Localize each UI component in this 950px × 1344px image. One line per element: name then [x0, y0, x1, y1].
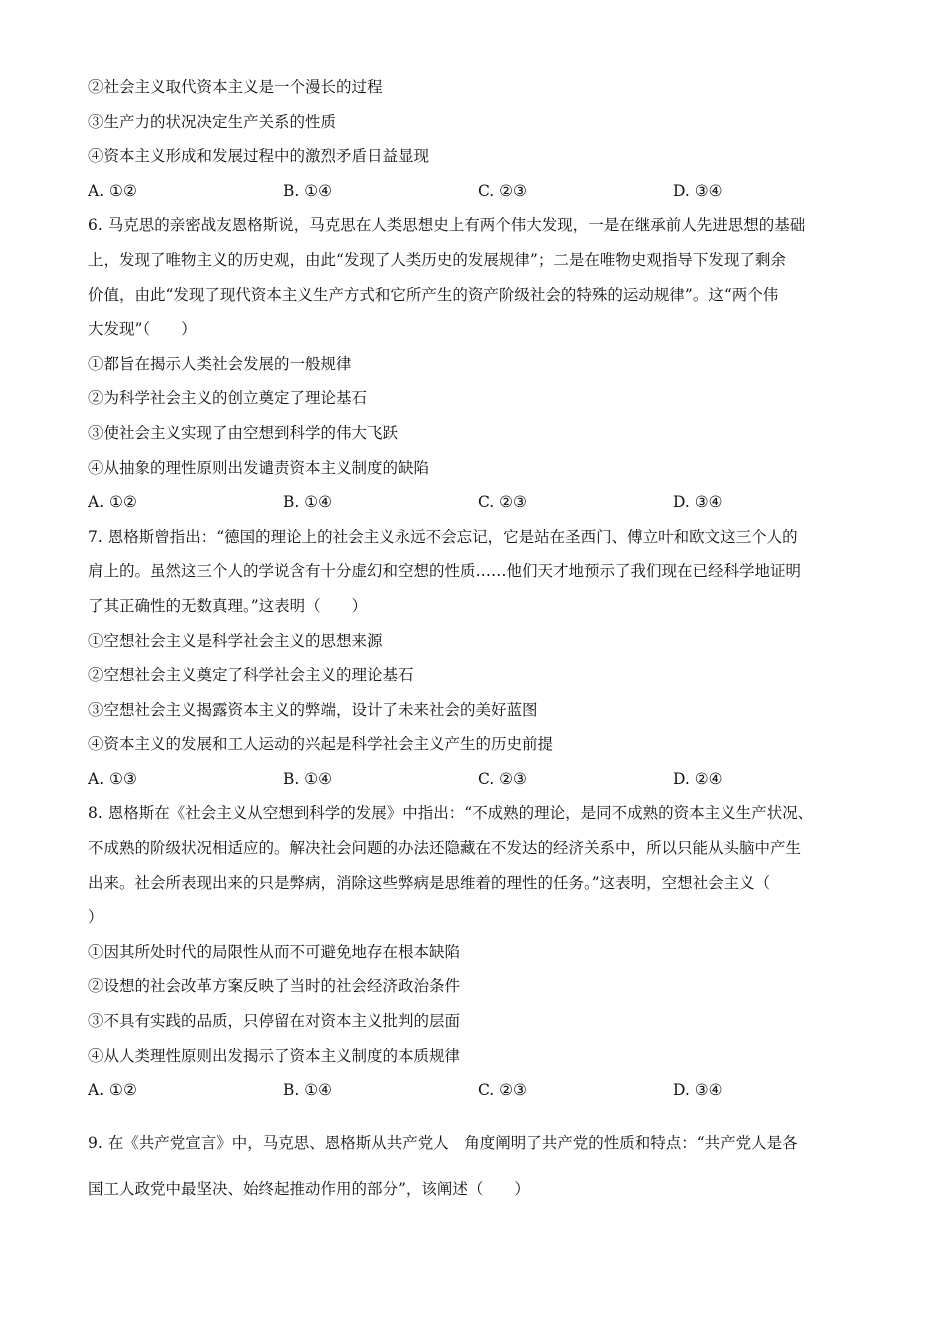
question-stem-line: 上，发现了唯物主义的历史观，由此“发现了人类历史的发展规律”；二是在唯物史观指导下发现了剩余: [88, 250, 786, 269]
option-c: C. ②③: [478, 769, 527, 788]
question-stem-line: 9. 在《共产党宣言》中，马克思、恩格斯从共产党人 角度阐明了共产党的性质和特点：“共产党人是各: [88, 1133, 798, 1152]
item-line: ④从抽象的理性原则出发谴责资本主义制度的缺陷: [88, 458, 430, 477]
item-line: ②设想的社会改革方案反映了当时的社会经济政治条件: [88, 977, 461, 996]
item-line: ③空想社会主义揭露资本主义的弊端，设计了未来社会的美好蓝图: [88, 700, 538, 719]
question-stem-line: 不成熟的阶级状况相适应的。解决社会问题的办法还隐藏在不发达的经济关系中，所以只能从头脑中产生: [88, 839, 802, 858]
question-stem-line: 8. 恩格斯在《社会主义从空想到科学的发展》中指出：“不成熟的理论，是同不成熟的资本主义生产状况、: [88, 804, 814, 823]
question-7: [88, 520, 868, 797]
question-stem-line: 国工人政党中最坚决、始终起推动作用的部分”，该阐述（ ）: [88, 1179, 530, 1198]
question-stem-line: 价值，由此“发现了现代资本主义生产方式和它所产生的资产阶级社会的特殊的运动规律”。这“两个伟: [88, 285, 779, 304]
option-b: B. ①④: [283, 1081, 333, 1100]
option-a: A. ①②: [88, 493, 137, 512]
item-line: ④资本主义形成和发展过程中的激烈矛盾日益显现: [88, 147, 430, 166]
option-d: D. ③④: [673, 181, 723, 200]
document-page: [88, 70, 868, 1212]
option-b: B. ①④: [283, 769, 333, 788]
option-b: B. ①④: [283, 181, 333, 200]
item-line: ④从人类理性原则出发揭示了资本主义制度的本质规律: [88, 1046, 461, 1065]
option-a: A. ①②: [88, 1081, 137, 1100]
option-a: A. ①③: [88, 769, 137, 788]
intro-options: [88, 174, 868, 209]
item-line: ①都旨在揭示人类社会发展的一般规律: [88, 354, 352, 373]
option-d: D. ③④: [673, 493, 723, 512]
question-9: [88, 1120, 868, 1212]
question-stem-line: 7. 恩格斯曾指出：“德国的理论上的社会主义永远不会忘记，它是站在圣西门、傅立叶和欧文这三个人的: [88, 527, 798, 546]
answer-options: [88, 762, 868, 797]
answer-options: [88, 485, 868, 520]
option-c: C. ②③: [478, 181, 527, 200]
question-stem-line: ）: [88, 908, 104, 927]
option-d: D. ③④: [673, 1081, 723, 1100]
answer-options: [88, 1073, 868, 1108]
question-stem-line: 肩上的。虽然这三个人的学说含有十分虚幻和空想的性质……他们天才地预示了我们现在已经科学地证明: [88, 562, 802, 581]
item-line: ③不具有实践的品质，只停留在对资本主义批判的层面: [88, 1012, 461, 1031]
question-stem-line: 出来。社会所表现出来的只是弊病，消除这些弊病是思维着的理性的任务。”这表明，空想社会主义（: [88, 873, 771, 892]
item-line: ②空想社会主义奠定了科学社会主义的理论基石: [88, 666, 414, 685]
option-c: C. ②③: [478, 1081, 527, 1100]
question-6: [88, 208, 868, 519]
item-line: ③使社会主义实现了由空想到科学的伟大飞跃: [88, 423, 399, 442]
option-d: D. ②④: [673, 769, 723, 788]
intro-items: [88, 70, 868, 174]
item-line: ③生产力的状况决定生产关系的性质: [88, 112, 337, 131]
item-line: ②社会主义取代资本主义是一个漫长的过程: [88, 78, 383, 96]
question-stem-line: 大发现”（ ）: [88, 320, 197, 339]
option-b: B. ①④: [283, 493, 333, 512]
option-a: A. ①②: [88, 181, 137, 200]
option-c: C. ②③: [478, 493, 527, 512]
question-8: [88, 796, 868, 1107]
question-stem-line: 了其正确性的无数真理。”这表明（ ）: [88, 596, 368, 615]
item-line: ④资本主义的发展和工人运动的兴起是科学社会主义产生的历史前提: [88, 735, 554, 754]
item-line: ②为科学社会主义的创立奠定了理论基石: [88, 389, 368, 408]
item-line: ①因其所处时代的局限性从而不可避免地存在根本缺陷: [88, 942, 461, 961]
item-line: ①空想社会主义是科学社会主义的思想来源: [88, 631, 383, 650]
question-stem-line: 6. 马克思的亲密战友恩格斯说，马克思在人类思想史上有两个伟大发现，一是在继承前人先进思想的基础: [88, 216, 806, 235]
